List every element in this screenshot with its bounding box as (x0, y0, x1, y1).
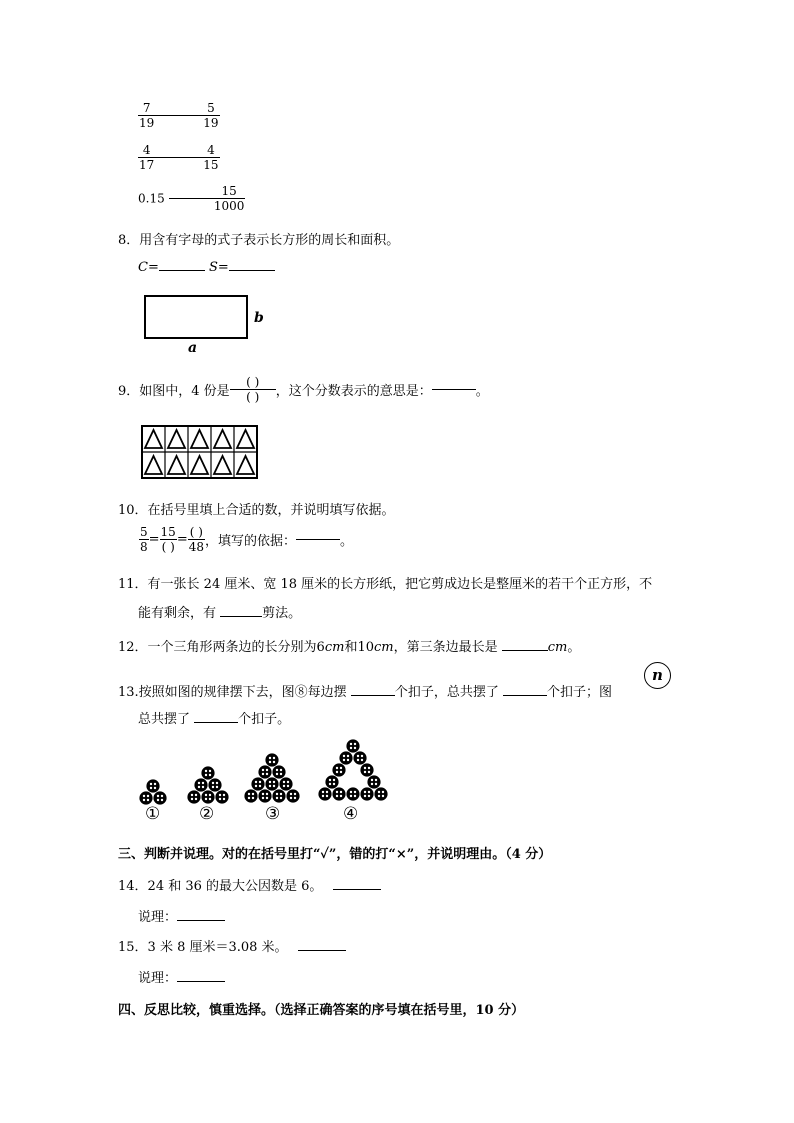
answer-blank[interactable] (177, 920, 225, 921)
compare-row-2 (138, 143, 220, 172)
answer-blank[interactable] (220, 616, 262, 617)
pattern-1 (139, 779, 166, 804)
answer-blank[interactable] (298, 950, 346, 951)
section-3-heading: 三、判断并说理。对的在括号里打“✓”，错的打“×”，并说明理由。（4 分） (118, 847, 552, 862)
answer-blank[interactable] (155, 157, 202, 158)
triangle-icon (214, 456, 231, 474)
fraction-equation: $\frac{5}{8}$ = $\frac{15}{( )}$ = $\frac{( )}{48}$ ，填写的依据： 。 (140, 525, 354, 554)
answer-blank[interactable] (502, 650, 548, 651)
answer-blank[interactable] (229, 270, 275, 271)
question-8: 8．用含有字母的式子表示长方形的周长和面积。 (118, 233, 400, 248)
rectangle-figure (144, 295, 248, 339)
answer-blank[interactable] (194, 722, 238, 723)
triangle-icon (191, 456, 208, 474)
pattern-label-1: ① (145, 804, 161, 824)
fraction[interactable]: $\frac{( )}{48}$ (188, 525, 205, 554)
fraction: $\frac{5}{19}$ (203, 101, 219, 130)
pattern-label-3: ③ (265, 804, 281, 824)
pattern-4 (318, 739, 387, 800)
area-label: S= (208, 260, 229, 275)
section-4-heading: 四、反思比较，慎重选择。（选择正确答案的序号填在括号里，10 分） (118, 1003, 525, 1018)
fraction: $\frac{4}{15}$ (203, 143, 219, 172)
question-10: 10．在括号里填上合适的数，并说明填写依据。 (118, 503, 395, 518)
triangle-icon (145, 456, 162, 474)
triangle-icon (145, 430, 162, 448)
compare-row-3 (138, 184, 245, 213)
fraction: $\frac{5}{8}$ (140, 525, 148, 554)
answer-blank[interactable] (169, 198, 213, 199)
decimal-value: 0.15 (138, 191, 165, 206)
triangle-icon (191, 430, 208, 448)
question-15: 15．3 米 8 厘米＝3.08 米。 (118, 936, 346, 955)
question-11-line-1: 11．有一张长 24 厘米、宽 18 厘米的长方形纸，把它剪成边长是整厘米的若干个正方形，不 (118, 577, 653, 592)
circled-n-symbol: n (644, 662, 671, 689)
answer-blank[interactable] (159, 270, 205, 271)
pattern-2 (187, 766, 228, 803)
fraction: $\frac{7}{19}$ (139, 101, 155, 130)
answer-blank[interactable] (351, 695, 395, 696)
answer-blank[interactable] (155, 115, 202, 116)
pattern-label-2: ② (199, 804, 215, 824)
perimeter-label: C= (138, 260, 159, 275)
fraction: $\frac{4}{17}$ (139, 143, 155, 172)
triangle-icon (237, 456, 254, 474)
pattern-3 (244, 753, 299, 802)
fraction: $\frac{15}{1000}$ (213, 184, 245, 213)
answer-blank[interactable] (177, 981, 225, 982)
perimeter-area-line (138, 260, 275, 275)
answer-blank[interactable] (333, 889, 381, 890)
side-a-label: a (188, 340, 198, 356)
question-14-reason: 说理： (138, 906, 225, 925)
question-9: 9．如图中，4 份是 $\frac{( )}{( )}$ ，这个分数表示的意思是： 。 (118, 375, 489, 404)
fraction[interactable]: $\frac{15}{( )}$ (160, 525, 176, 554)
question-15-reason: 说理： (138, 967, 225, 986)
triangle-icon (168, 456, 185, 474)
question-13-line-2: 总共摆了 个扣子。 (138, 712, 291, 727)
triangle-icon (168, 430, 185, 448)
question-14: 14．24 和 36 的最大公因数是 6。 (118, 875, 381, 894)
triangle-icon (237, 430, 254, 448)
answer-blank[interactable] (432, 389, 476, 390)
triangle-grid-figure (141, 425, 258, 479)
compare-row-1 (138, 101, 220, 130)
fraction-blank[interactable]: $\frac{( )}{( )}$ (230, 375, 276, 404)
question-11-line-2: 能有剩余，有 剪法。 (138, 606, 302, 621)
question-13-line-1: 13.按照如图的规律摆下去，图⑧每边摆 个扣子，总共摆了 个扣子；图 (118, 685, 612, 700)
pattern-label-4: ④ (343, 804, 359, 824)
triangle-icon (214, 430, 231, 448)
answer-blank[interactable] (503, 695, 547, 696)
answer-blank[interactable] (296, 539, 340, 540)
side-b-label: b (254, 310, 264, 326)
question-12: 12．一个三角形两条边的长分别为6cm和10cm，第三条边最长是 cm。 (118, 640, 581, 655)
